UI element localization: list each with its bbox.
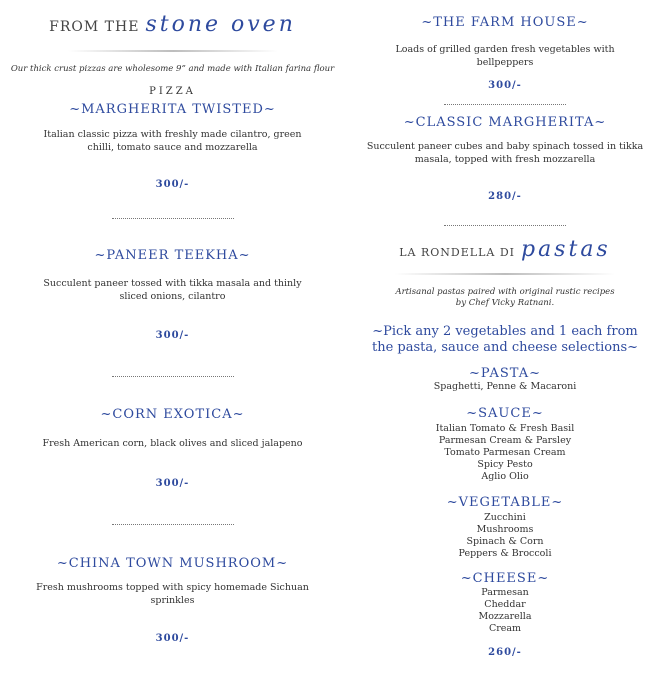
divider <box>0 218 345 219</box>
dish-name: ~CHINA TOWN MUSHROOM~ <box>56 556 289 571</box>
dish-description: Loads of grilled garden fresh vegetables with bellpeppers <box>395 44 615 68</box>
category-title: ~CHEESE~ <box>460 571 550 586</box>
header-swoosh <box>0 50 345 52</box>
category-options: Italian Tomato & Fresh Basil Parmesan Cream & Parsley Tomato Parmesan Cream Spicy Pesto Aglio Olio <box>435 423 575 482</box>
dish-name: ~CORN EXOTICA~ <box>100 407 245 422</box>
dish-price: 300/- <box>155 179 190 190</box>
dish-price: 300/- <box>155 633 190 644</box>
tagline: Our thick crust pizzas are wholesome 9” and made with Italian farina flour <box>10 64 335 74</box>
dish-name: ~PANEER TEEKHA~ <box>94 248 251 263</box>
subtitle: PIZZA <box>149 86 196 97</box>
dish-price: 300/- <box>155 330 190 341</box>
dish-price: 300/- <box>155 478 190 489</box>
pasta-header-prefix: LA RONDELLA DI <box>399 246 515 259</box>
pasta-header <box>355 237 650 262</box>
dish-price: 300/- <box>488 80 522 91</box>
category-options: Parmesan Cheddar Mozzarella Cream <box>478 587 532 634</box>
dish-description: Fresh mushrooms topped with spicy homemade Sichuan sprinkles <box>36 582 309 606</box>
category-title: ~VEGETABLE~ <box>446 495 564 510</box>
header-script: stone oven <box>145 12 296 37</box>
pick-instruction: ~Pick any 2 vegetables and 1 each from the pasta, sauce and cheese selections~ <box>371 324 639 355</box>
divider <box>0 376 345 377</box>
dish-price: 280/- <box>488 191 522 202</box>
dish-name: ~CLASSIC MARGHERITA~ <box>403 115 607 130</box>
category-options: Zucchini Mushrooms Spinach & Corn Peppers & Broccoli <box>458 512 552 559</box>
header-prefix: FROM THE <box>49 19 140 35</box>
dish-description: Succulent paneer tossed with tikka masala and thinly sliced onions, cilantro <box>43 278 302 302</box>
dish-description: Succulent paneer cubes and baby spinach tossed in tikka masala, topped with fresh mozzarella <box>366 141 644 165</box>
pasta-header-script: pastas <box>520 237 611 262</box>
pasta-price: 260/- <box>488 647 522 658</box>
dish-description: Italian classic pizza with freshly made cilantro, green chilli, tomato sauce and mozzarella <box>43 129 302 153</box>
section-header <box>0 12 345 37</box>
category-title: ~SAUCE~ <box>466 406 544 421</box>
divider <box>0 524 345 525</box>
dish-description: Fresh American corn, black olives and sliced jalapeno <box>42 438 303 449</box>
category-options: Spaghetti, Penne & Macaroni <box>433 381 577 392</box>
dish-name: ~THE FARM HOUSE~ <box>421 15 589 30</box>
pasta-tagline: Artisanal pastas paired with original rustic recipes by Chef Vicky Ratnani. <box>395 287 615 308</box>
divider <box>355 225 650 226</box>
dish-name: ~MARGHERITA TWISTED~ <box>69 102 276 117</box>
header-swoosh <box>355 273 650 275</box>
category-title: ~PASTA~ <box>469 366 541 381</box>
divider <box>355 104 650 105</box>
